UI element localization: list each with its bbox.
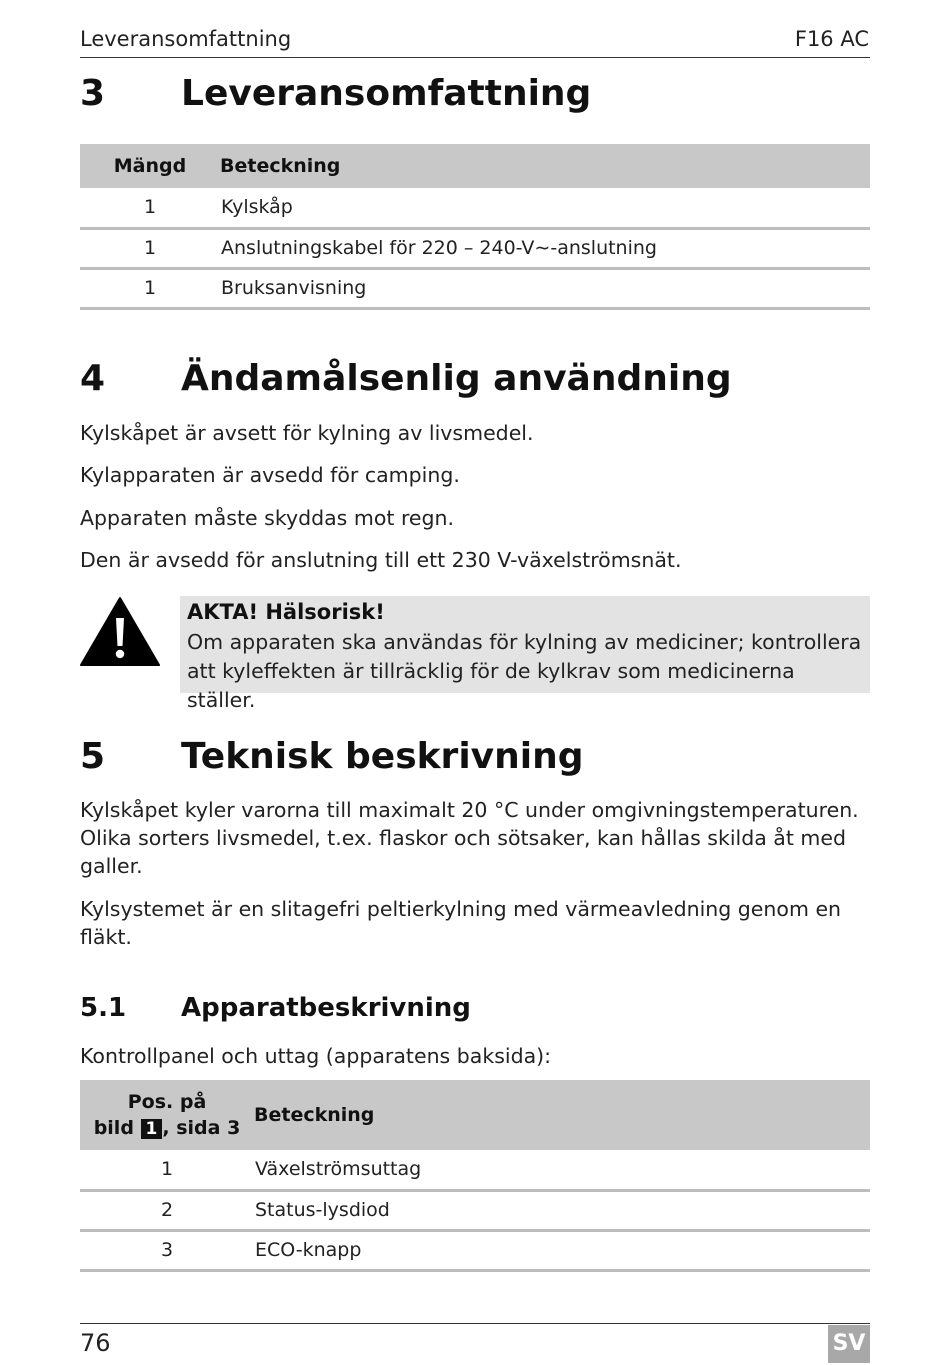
cell-position: 2 [80,1190,254,1230]
cell-position: 1 [80,1150,254,1190]
cell-designation: Anslutningskabel för 220 – 240-V∼-anslutning [220,228,870,268]
position-header-line-2 [80,1115,254,1141]
section-5-1-heading [80,993,870,1027]
page-number: 76 [80,1329,111,1357]
intro-text: Kontrollpanel och uttag (apparatens baksida): [80,1044,552,1068]
paragraph: Apparaten måste skyddas mot regn. [80,506,455,530]
section-number: 3 [80,73,106,114]
bild-label: bild [93,1117,134,1139]
section-4-heading [80,358,870,402]
table-header-row [80,1080,870,1150]
cell-quantity: 1 [80,228,220,268]
page-reference: , sida 3 [162,1117,241,1139]
running-header-title: Leveransomfattning [80,27,292,51]
section-5-heading [80,736,870,780]
header-divider [80,57,870,58]
cell-quantity: 1 [80,268,220,308]
section-number: 5.1 [80,993,127,1023]
position-header-line-1: Pos. på [127,1091,207,1113]
section-3-heading [80,73,870,117]
cell-quantity: 1 [80,188,220,228]
table-row [80,188,870,228]
warning-text: Om apparaten ska användas för kylning av mediciner; kontrollera att kyleffekten är tillräcklig för de kylkrav som medicinerna ställer. [187,630,862,712]
paragraph: Den är avsedd för anslutning till ett 230 V-växelströmsnät. [80,548,682,572]
column-header-quantity: Mängd [80,144,220,188]
table-row [80,1190,870,1230]
table-row [80,1230,870,1270]
section-title: Leveransomfattning [181,73,592,114]
cell-position: 3 [80,1230,254,1270]
warning-triangle-icon [79,596,161,668]
language-badge: SV [828,1325,870,1363]
cell-designation: ECO-knapp [254,1230,870,1270]
delivery-scope-table [80,144,870,310]
table-header-row [80,144,870,188]
table-row [80,228,870,268]
table-row [80,268,870,308]
section-title: Teknisk beskrivning [181,736,584,777]
paragraph: Kylsystemet är en slitagefri peltierkylning med värmeavledning genom en fläkt. [80,897,842,949]
table-row [80,1150,870,1190]
cell-designation: Status-lysdiod [254,1190,870,1230]
column-header-designation: Beteckning [254,1080,870,1150]
paragraph: Kylapparaten är avsedd för camping. [80,463,460,487]
cell-designation: Bruksanvisning [220,268,870,308]
cell-designation: Växelströmsuttag [254,1150,870,1190]
footer-divider [80,1323,870,1324]
paragraph: Kylskåpet är avsett för kylning av livsmedel. [80,421,534,445]
column-header-position [80,1080,254,1150]
cell-designation: Kylskåp [220,188,870,228]
column-header-designation: Beteckning [220,144,870,188]
device-description-table [80,1080,870,1272]
figure-number-badge: 1 [141,1119,163,1139]
paragraph: Kylskåpet kyler varorna till maximalt 20 °C under omgivningstemperaturen. Olika sorters livsmedel, t.ex. flaskor och sötsaker, kan hållas skilda åt med galler. [80,798,859,878]
section-title: Ändamålsenlig användning [181,358,732,399]
section-number: 4 [80,358,106,399]
section-number: 5 [80,736,106,777]
running-header-model: F16 AC [794,27,869,51]
section-title: Apparatbeskrivning [181,993,471,1023]
warning-title: AKTA! Hälsorisk! [187,600,385,624]
